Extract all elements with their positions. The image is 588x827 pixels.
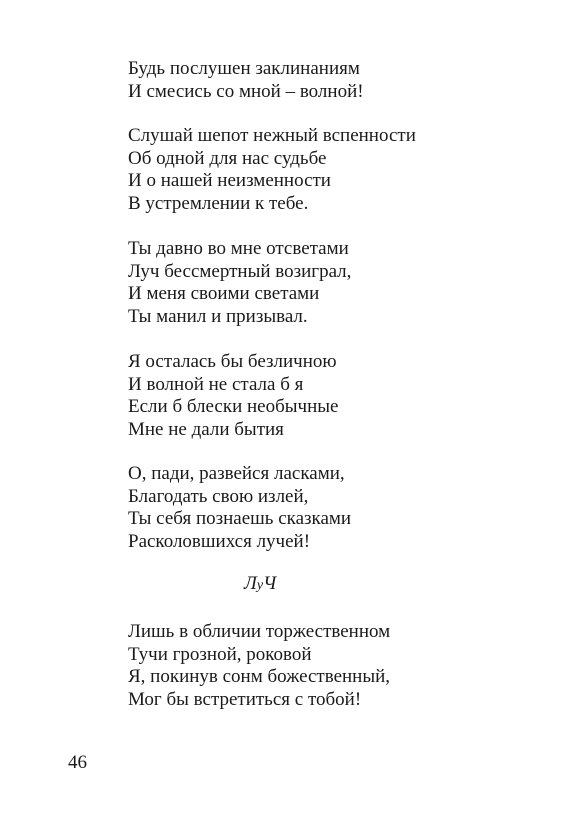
- poem-line: Луч бессмертный возиграл,: [128, 260, 352, 282]
- poem-line: Расколовшихся лучей!: [128, 530, 311, 552]
- poem-line: Слушай шепот нежный вспенности: [128, 125, 416, 146]
- poem-line: Тучи грозной, роковой: [128, 643, 312, 665]
- poem-line: В устремлении к тебе.: [128, 192, 309, 214]
- speaker-last-letter: Ч: [263, 573, 277, 594]
- poem-line: Ты давно во мне отсветами: [128, 238, 349, 259]
- poem-line: Ты себя познаешь сказками: [128, 508, 352, 529]
- page-number: 46: [68, 752, 87, 773]
- poem-line: Если б блески необычные: [128, 396, 339, 417]
- poem-line: Будь послушен заклинаниям: [128, 58, 360, 79]
- poem-line: Лишь в обличии торжественном: [128, 621, 391, 642]
- stanza-1: [128, 58, 364, 103]
- poem-line: Об одной для нас судьбе: [128, 147, 327, 169]
- speaker-small-caps: у: [256, 578, 264, 593]
- poem-line: И о нашей неизменности: [128, 170, 331, 191]
- stanza-6: [128, 621, 390, 711]
- speaker-first-letter: Л: [244, 573, 257, 594]
- stanza-2: [128, 125, 416, 215]
- poem-line: Мог бы встретиться с тобой!: [128, 688, 362, 710]
- stanza-5: [128, 463, 351, 553]
- poem-line: Мне не дали бытия: [128, 418, 284, 440]
- poem-line: И волной не стала б я: [128, 373, 304, 395]
- poem-line: О, пади, развейся ласками,: [128, 463, 345, 484]
- stanza-3: [128, 238, 351, 328]
- poem-line: Ты манил и призывал.: [128, 305, 308, 327]
- poem-line: Я, покинув сонм божественный,: [128, 666, 391, 687]
- poem-line: Я осталась бы безличною: [128, 351, 337, 372]
- speaker-name: [244, 573, 276, 598]
- stanza-4: [128, 351, 338, 441]
- poem-line: И меня своими светами: [128, 283, 320, 304]
- poem-line: Благодать свою излей,: [128, 485, 309, 507]
- poem-line: И смесись со мной – волной!: [128, 80, 364, 102]
